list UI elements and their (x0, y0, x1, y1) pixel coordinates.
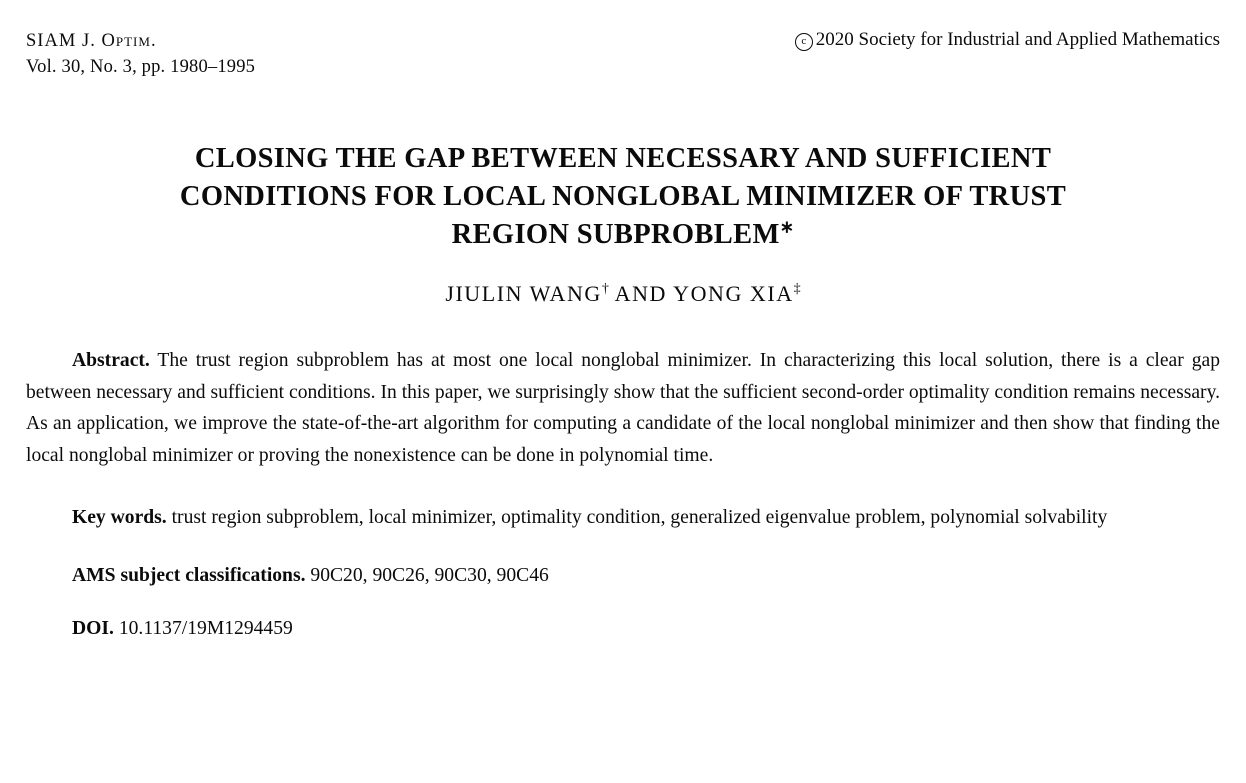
abstract-paragraph (26, 345, 1220, 472)
author-name-1: JIULIN WANG (445, 281, 602, 306)
copyright-text: 2020 Society for Industrial and Applied Mathematics (815, 29, 1220, 50)
copyright-icon: c (795, 33, 813, 51)
author-2-footnote-marker: ‡ (793, 281, 801, 297)
ams-text: 90C20, 90C26, 90C30, 90C46 (310, 564, 549, 586)
doi-paragraph (26, 613, 1220, 645)
ams-label: AMS subject classifications. (72, 564, 306, 586)
article-front-matter (26, 345, 1220, 667)
title-line-3: REGION SUBPROBLEM (451, 218, 780, 250)
page-title (26, 140, 1220, 254)
copyright-notice (795, 28, 1220, 51)
author-list (26, 281, 1220, 307)
doi-text: 10.1137/19M1294459 (118, 618, 293, 640)
title-footnote-marker: ∗ (779, 217, 795, 237)
keywords-paragraph (26, 502, 1220, 534)
author-1-footnote-marker: † (601, 281, 609, 297)
author-conjunction: AND (614, 281, 667, 306)
running-head (26, 28, 1220, 81)
author-name-2: YONG XIA (673, 281, 794, 306)
abstract-label: Abstract. (72, 350, 150, 371)
title-line-2: CONDITIONS FOR LOCAL NONGLOBAL MINIMIZER OF TRUST (179, 180, 1067, 212)
abstract-text: The trust region subproblem has at most one local nonglobal minimizer. In characterizing this local solution, there is a clear gap between necessary and sufficient conditions. In this paper, we surprisingly show that the sufficient second-order optimality condition remains necessary. As an application, we improve the state-of-the-art algorithm for computing a candidate of the local nonglobal minimizer and then show that finding the local nonglobal minimizer or proving the nonexistence can be done in polynomial time. (26, 350, 1220, 467)
journal-identification (26, 28, 255, 81)
title-line-1: CLOSING THE GAP BETWEEN NECESSARY AND SUFFICIENT (194, 143, 1052, 174)
ams-classifications-paragraph (26, 560, 1220, 592)
journal-volume-pages: Vol. 30, No. 3, pp. 1980–1995 (26, 57, 256, 78)
keywords-text: trust region subproblem, local minimizer, optimality condition, generalized eigenvalue problem, polynomial solvability (171, 506, 1108, 528)
keywords-label: Key words. (72, 506, 167, 528)
doi-label: DOI. (72, 618, 114, 640)
journal-name: SIAM J. Optim. (26, 31, 157, 51)
